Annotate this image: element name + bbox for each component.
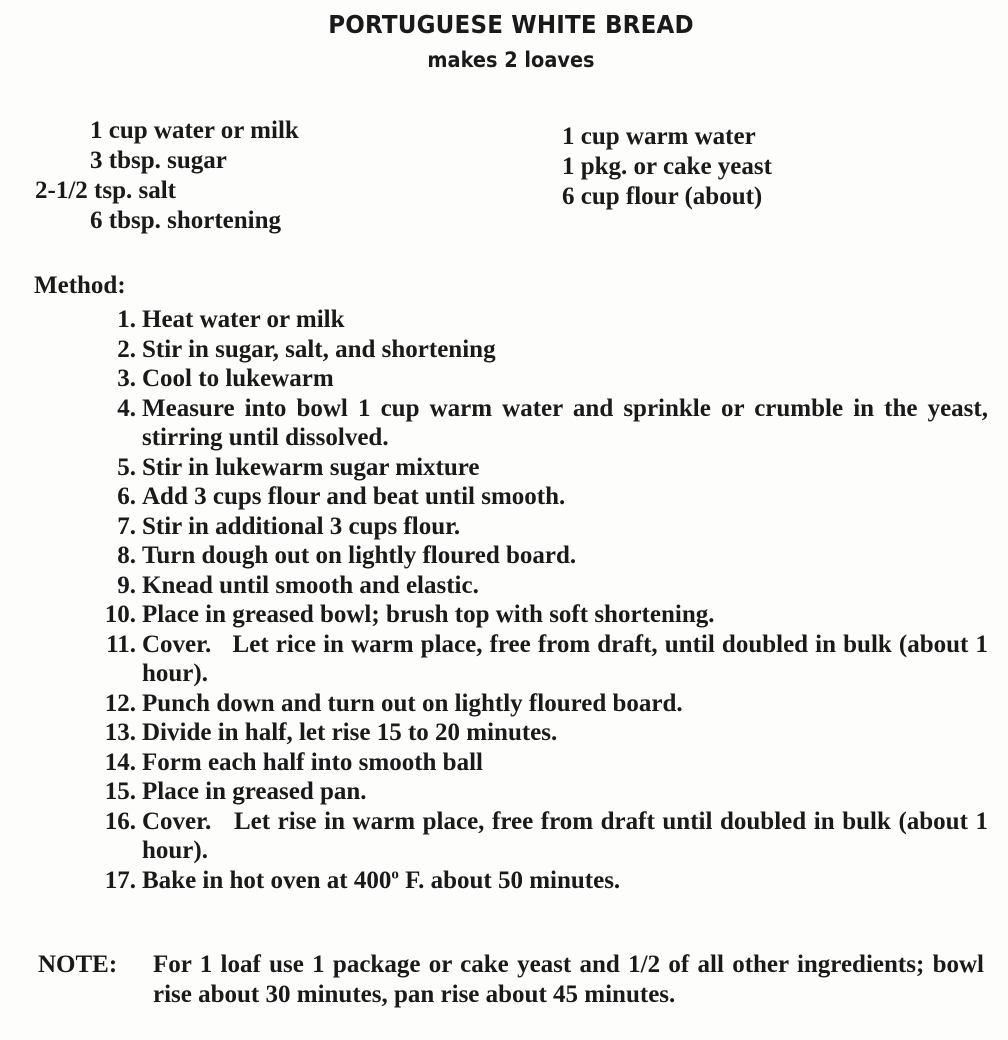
degree-superscript: o (391, 866, 399, 883)
step-text: Stir in lukewarm sugar mixture (142, 453, 480, 481)
note-label: NOTE: (38, 951, 118, 978)
step-text-after: F. about 50 minutes. (398, 866, 621, 894)
step-text: Cover. Let rise in warm place, free from draft until doubled in bulk (about 1 hour). (142, 807, 995, 864)
step-number: 14. (104, 748, 136, 776)
step-number: 12. (104, 689, 136, 717)
step-text: Cool to lukewarm (142, 365, 334, 392)
ingredient-item: 1 pkg. or cake yeast (562, 153, 772, 180)
step-number: 4. (117, 394, 136, 422)
step-text: Divide in half, let rise 15 to 20 minutes. (142, 719, 558, 746)
step-number: 6. (117, 483, 136, 510)
method-step (78, 335, 988, 365)
step-number: 13. (104, 719, 136, 746)
step-number: 8. (117, 542, 136, 569)
step-number: 16. (104, 807, 136, 835)
step-number: 5. (117, 453, 136, 481)
method-step (78, 600, 988, 630)
method-step (78, 807, 995, 866)
method-step (78, 364, 988, 394)
method-step (78, 394, 988, 453)
recipe-yield: makes 2 loaves (427, 48, 595, 72)
recipe-title: PORTUGUESE WHITE BREAD (328, 10, 694, 39)
step-text: Heat water or milk (142, 306, 345, 333)
method-step (78, 305, 988, 335)
step-text: Knead until smooth and elastic. (142, 571, 479, 599)
step-text: Place in greased pan. (142, 778, 367, 805)
step-text: Stir in additional 3 cups flour. (142, 512, 461, 540)
recipe-note (38, 950, 984, 1010)
step-number: 11. (106, 630, 136, 658)
step-text: Measure into bowl 1 cup warm water and sprinkle or crumble in the yeast, stirring until dissolved. (142, 394, 988, 451)
ingredient-item: 1 cup warm water (562, 123, 756, 150)
step-number: 10. (104, 601, 136, 628)
note-text: For 1 loaf use 1 package or cake yeast and 1/2 of all other ingredients; bowl rise about 30 minutes, pan rise about 45 minutes. (153, 951, 984, 1008)
method-step (78, 630, 995, 689)
method-step (78, 571, 988, 601)
ingredient-item: 3 tbsp. sugar (90, 147, 227, 174)
step-number: 2. (117, 335, 136, 363)
step-number: 9. (117, 571, 136, 599)
step-number: 17. (104, 866, 136, 894)
step-text: Punch down and turn out on lightly floured board. (142, 689, 683, 717)
step-number: 1. (117, 306, 136, 333)
method-step (78, 541, 988, 571)
step-text-before: Bake in hot oven at 400 (142, 866, 392, 894)
method-step (78, 866, 988, 896)
method-step (78, 777, 988, 807)
step-number: 15. (104, 778, 136, 805)
method-heading: Method: (34, 272, 126, 299)
method-step (78, 748, 988, 778)
step-number: 3. (117, 365, 136, 392)
ingredient-item: 6 tbsp. shortening (90, 207, 282, 234)
step-text: Cover. Let rice in warm place, free from draft, until doubled in bulk (about 1 hour). (142, 630, 995, 687)
ingredient-item: 1 cup water or milk (90, 117, 299, 144)
method-step (78, 689, 988, 719)
method-steps (78, 305, 995, 895)
step-text: Turn dough out on lightly floured board. (142, 542, 577, 569)
method-step (78, 512, 988, 542)
ingredient-item: 2-1/2 tsp. salt (35, 177, 176, 204)
step-text (142, 866, 988, 896)
method-step (78, 482, 988, 512)
ingredient-item: 6 cup flour (about) (562, 183, 763, 210)
step-text: Add 3 cups flour and beat until smooth. (142, 483, 566, 510)
step-text: Place in greased bowl; brush top with soft shortening. (142, 601, 715, 628)
method-step (78, 453, 988, 483)
step-text: Form each half into smooth ball (142, 748, 483, 776)
step-text: Stir in sugar, salt, and shortening (142, 335, 496, 363)
method-step (78, 718, 988, 748)
step-number: 7. (117, 512, 136, 540)
